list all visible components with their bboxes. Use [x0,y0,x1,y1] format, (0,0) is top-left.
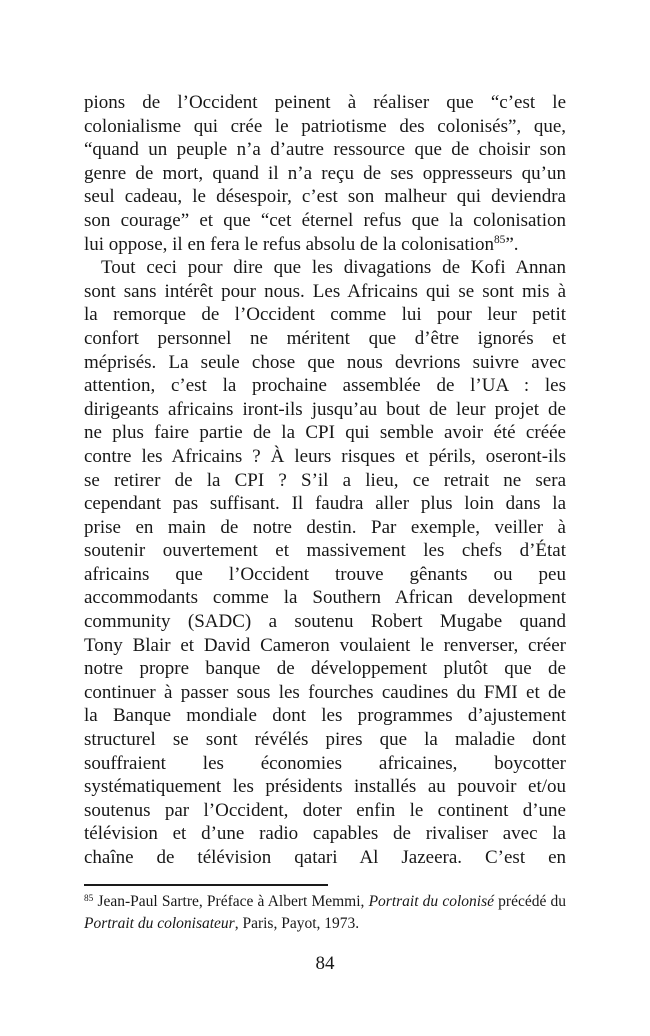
footnote-book-title: Portrait du colonisé [368,893,494,910]
body-text-line: soutenus par l’Occident, doter enfin le continent d’une [84,799,566,821]
body-text-line: “quand un peuple n’a d’autre ressource que de choisir son [84,139,566,161]
body-text-line: se retirer de la CPI ? S’il a lieu, ce retrait ne sera [84,469,566,491]
footnote-marker: 85 [84,893,94,904]
body-text-line: colonialisme qui crée le patriotisme des colonisés”, que, [84,115,566,137]
body-text-line: seul cadeau, le désespoir, c’est son malheur qui deviendra [84,186,566,208]
body-text-line: africains que l’Occident trouve gênants ou peu [84,563,566,585]
body-text-line: accommodants comme la Southern African development [84,587,566,609]
footnote-reference: 85 [493,234,506,247]
body-text-line: pions de l’Occident peinent à réaliser que “c’est le [84,92,566,113]
body-text-line: dirigeants africains iront-ils jusqu’au bout de leur projet de [84,398,566,420]
body-text-line: genre de mort, quand il n’a reçu de ses oppresseurs qu’un [84,162,566,184]
body-text-segment: ”. [505,233,519,255]
footnote-book-title: Portrait du colonisateur [84,914,235,932]
body-text-line: structurel se sont révélés pires que la maladie dont [84,729,566,751]
body-text-line: cependant pas suffisant. Il faudra aller plus loin dans la [84,493,566,515]
body-text-line: ne plus faire partie de la CPI qui semble avoir été créée [84,422,566,444]
footnote-text: précédé du [494,893,566,910]
page-number: 84 [315,953,335,974]
body-text-line: notre propre banque de développement plutôt que de [84,658,566,680]
body-text-line: la remorque de l’Occident comme lui pour leur petit [84,304,566,326]
footnote-line [84,891,566,913]
body-text-segment: lui oppose, il en fera le refus absolu de la colonisation [84,233,494,255]
body-text-line: attention, c’est la prochaine assemblée de l’UA : les [84,375,566,397]
body-text-line: systématiquement les présidents installés au pouvoir et/ou [84,776,566,798]
footnote-separator [84,884,328,886]
footnote-text: , Paris, Payot, 1973. [234,914,360,932]
body-text-line: Tout ceci pour dire que les divagations de Kofi Annan [101,257,566,279]
body-text-line: Tony Blair et David Cameron voulaient le renverser, créer [84,634,566,656]
body-text-line: souffraient les économies africaines, boycotter [84,752,566,774]
body-text [84,91,566,870]
body-text-line: chaîne de télévision qatari Al Jazeera. C’est en [84,847,566,868]
body-text-line: soutenir ouvertement et massivement les chefs d’État [84,540,566,562]
footnote-text: Jean-Paul Sartre, Préface à Albert Memmi, [93,893,369,910]
body-text-line: contre les Africains ? À leurs risques et périls, oseront-ils [84,445,566,467]
body-text-line: télévision et d’une radio capables de rivaliser avec la [84,823,566,845]
body-text-line: son courage” et que “cet éternel refus que la colonisation [84,209,566,231]
body-text-line: méprisés. La seule chose que nous devrions suivre avec [84,351,566,373]
body-text-line: prise en main de notre destin. Par exemple, veiller à [84,516,566,538]
body-text-line: la Banque mondiale dont les programmes d’ajustement [84,705,566,727]
footnote-line [84,913,566,935]
body-text-line [84,233,566,257]
body-text-line: confort personnel ne méritent que d’être ignorés et [84,327,566,349]
body-text-line: community (SADC) a soutenu Robert Mugabe quand [84,611,566,633]
body-text-line: continuer à passer sous les fourches caudines du FMI et de [84,681,566,703]
footnote [84,891,566,934]
body-text-line: sont sans intérêt pour nous. Les Africains qui se sont mis à [84,280,566,302]
